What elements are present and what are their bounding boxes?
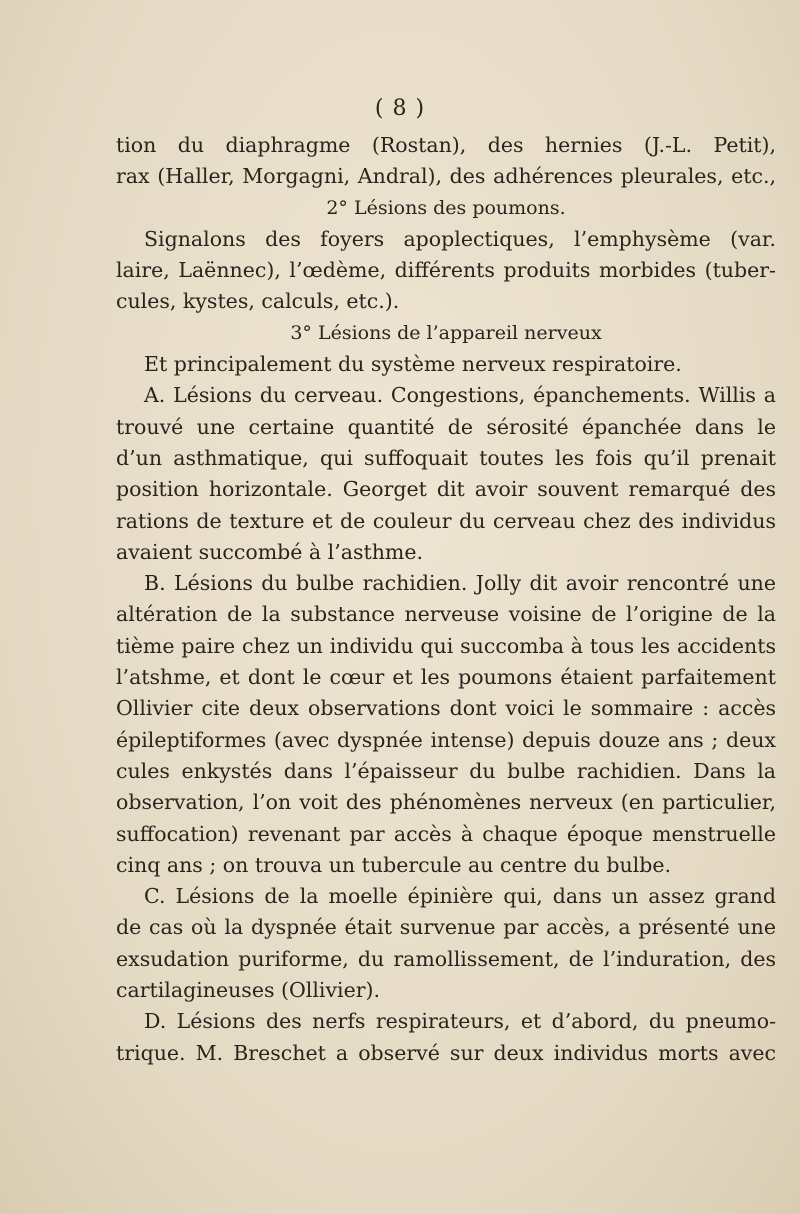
text-line: altération de la substance nerveuse voisine de l’origine de la bbox=[116, 602, 776, 627]
text-line: tion du diaphragme (Rostan), des hernies (J.-L. Petit), bbox=[116, 133, 776, 157]
text-line: trouvé une certaine quantité de sérosité épanchée dans le bbox=[116, 414, 776, 439]
text-line: A. Lésions du cerveau. Congestions, épanchements. Willis a bbox=[144, 383, 776, 408]
text-line: exsudation puriforme, du ramollissement, de l’induration, des bbox=[116, 946, 776, 971]
text-line: d’un asthmatique, qui suffoquait toutes les fois qu’il prenait bbox=[116, 445, 776, 470]
text-line: rations de texture et de couleur du cerveau chez des individus bbox=[116, 508, 776, 533]
text-line: suffocation) revenant par accès à chaque époque menstruelle bbox=[116, 821, 776, 846]
text-line: position horizontale. Georget dit avoir souvent remarqué des bbox=[116, 477, 776, 502]
text-line: épileptiformes (avec dyspnée intense) depuis douze ans ; deux bbox=[116, 727, 776, 752]
text-line: cinq ans ; on trouva un tubercule au centre du bulbe. bbox=[116, 852, 671, 877]
text-line: cules, kystes, calculs, etc.). bbox=[116, 289, 400, 314]
section-heading: 2° Lésions des poumons. bbox=[326, 196, 566, 219]
page-number: ( 8 ) bbox=[374, 96, 426, 121]
text-line: cartilagineuses (Ollivier). bbox=[116, 978, 381, 1003]
text-line: Signalons des foyers apoplectiques, l’emphysème (var. bbox=[144, 226, 776, 251]
text-line: observation, l’on voit des phénomènes nerveux (en particulier, bbox=[116, 790, 776, 815]
text-line: laire, Laënnec), l’œdème, différents produits morbides (tuber- bbox=[116, 258, 776, 283]
text-line: de cas où la dyspnée était survenue par accès, a présenté une bbox=[116, 915, 776, 940]
text-line: B. Lésions du bulbe rachidien. Jolly dit avoir rencontré une bbox=[144, 571, 776, 596]
text-line: D. Lésions des nerfs respirateurs, et d’abord, du pneumo- bbox=[144, 1009, 776, 1034]
text-line: rax (Haller, Morgagni, Andral), des adhérences pleurales, etc., bbox=[116, 164, 776, 189]
text-line: cules enkystés dans l’épaisseur du bulbe rachidien. Dans la bbox=[116, 758, 776, 783]
text-line: trique. M. Breschet a observé sur deux individus morts avec bbox=[116, 1040, 776, 1065]
text-line: Et principalement du système nerveux respiratoire. bbox=[144, 352, 682, 377]
text-line: tième paire chez un individu qui succomba à tous les accidents bbox=[116, 633, 776, 658]
body-text bbox=[116, 130, 776, 1069]
section-heading: 3° Lésions de l’appareil nerveux bbox=[290, 321, 602, 344]
text-line: l’atshme, et dont le cœur et les poumons étaient parfaitement bbox=[116, 665, 776, 690]
text-line: C. Lésions de la moelle épinière qui, dans un assez grand bbox=[144, 884, 776, 909]
text-line: avaient succombé à l’asthme. bbox=[116, 539, 423, 564]
text-line: Ollivier cite deux observations dont voici le sommaire : accès bbox=[116, 696, 776, 721]
